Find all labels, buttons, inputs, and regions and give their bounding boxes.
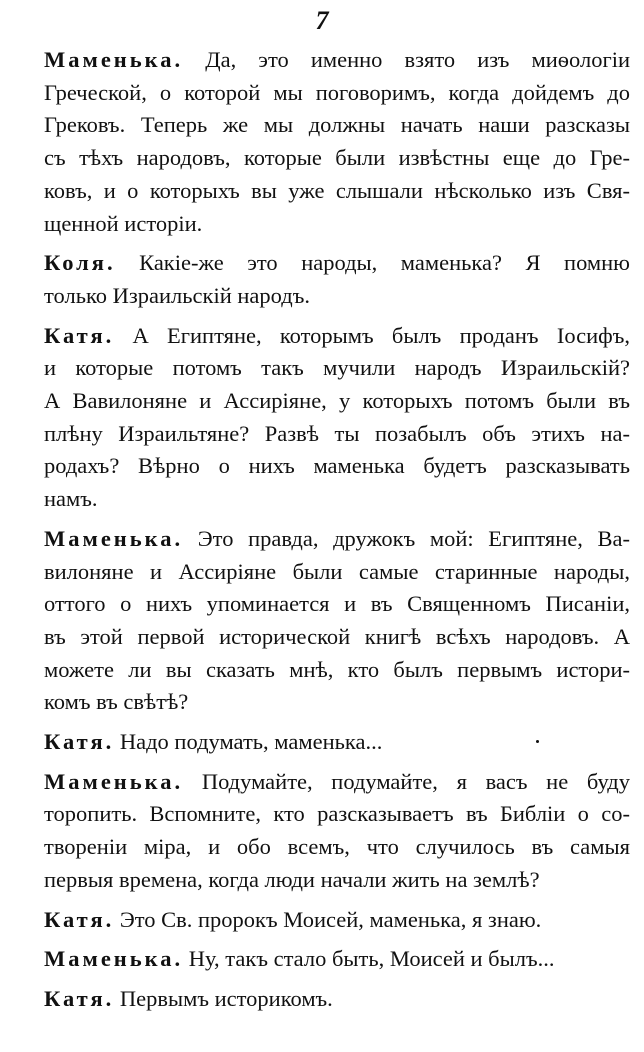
text-line: щенной исторіи.: [44, 210, 203, 236]
paragraph: [18, 247, 630, 312]
text-line: первыя времена, когда люди начали жить на землѣ?: [44, 866, 540, 892]
text-line: Маменька. Это правда, дружокъ мой: Египтяне, Ва-: [44, 525, 630, 551]
text-line: А Вавилоняне и Ассиріяне, у которыхъ потомъ были въ: [44, 388, 630, 414]
speaker-name: Маменька.: [44, 946, 184, 972]
text-line: комъ въ свѣтѣ?: [44, 689, 189, 715]
speaker-name: Катя.: [44, 985, 115, 1011]
speaker-name: Катя.: [44, 729, 115, 755]
paragraph: [18, 320, 630, 516]
text-line: Катя. А Египтяне, которымъ былъ проданъ Іосифъ,: [44, 322, 630, 348]
text-line: Катя. Первымъ историкомъ.: [44, 985, 333, 1011]
text-line: торопить. Вспомните, кто разсказываетъ въ Библіи о со-: [44, 801, 630, 827]
speaker-name: Маменька.: [44, 768, 184, 794]
text-line: твореніи міра, и обо всемъ, что случилось въ самыя: [44, 834, 630, 860]
text-block: [18, 44, 630, 1023]
text-line: только Израильскій народъ.: [44, 282, 310, 308]
paragraph: [18, 44, 630, 240]
speaker-name: Маменька.: [44, 47, 184, 72]
text-line: можете ли вы сказать мнѣ, кто былъ первымъ истори-: [44, 656, 630, 682]
text-line: Маменька. Ну, такъ стало быть, Моисей и былъ...: [44, 946, 555, 972]
text-line: вилоняне и Ассиріяне были самые старинные народы,: [44, 558, 630, 584]
text-line: Катя. Это Св. пророкъ Моисей, маменька, я знаю.: [44, 906, 542, 932]
text-line: оттого о нихъ упоминается и въ Священномъ Писаніи,: [44, 591, 630, 617]
text-line: родахъ? Вѣрно о нихъ маменька будетъ разсказывать: [44, 453, 630, 479]
speaker-name: Катя.: [44, 322, 115, 348]
paragraph: [18, 904, 630, 937]
text-line: съ тѣхъ народовъ, которые были извѣстны еще до Гре-: [44, 145, 630, 171]
paragraph: [18, 943, 630, 976]
paragraph: [18, 523, 630, 719]
text-line: Маменька. Подумайте, подумайте, я васъ не буду: [44, 768, 630, 794]
text-line: плѣну Израильтяне? Развѣ ты позабылъ объ этихъ на-: [44, 420, 630, 446]
text-line: Маменька. Да, это именно взято изъ миѳологіи: [44, 47, 630, 72]
speaker-name: Коля.: [44, 250, 116, 276]
text-line: ковъ, и о которыхъ вы уже слышали нѣсколько изъ Свя-: [44, 177, 630, 203]
ink-speck: [536, 740, 539, 743]
text-line: Коля. Какіе-же это народы, маменька? Я помню: [44, 250, 630, 276]
speaker-name: Катя.: [44, 906, 115, 932]
speaker-name: Маменька.: [44, 525, 184, 551]
text-line: и которые потомъ такъ мучили народъ Израильскій?: [44, 355, 630, 381]
text-line: Грековъ. Теперь же мы должны начать наши разсказы: [44, 112, 630, 138]
text-line: Греческой, о которой мы поговоримъ, когда дойдемъ до: [44, 79, 630, 105]
text-line: въ этой первой исторической книгѣ всѣхъ народовъ. А: [44, 623, 630, 649]
text-line: намъ.: [44, 486, 98, 512]
page-number: 7: [315, 6, 329, 35]
text-line: Катя. Надо подумать, маменька...: [44, 729, 383, 755]
paragraph: [18, 983, 630, 1016]
paragraph: [18, 766, 630, 897]
